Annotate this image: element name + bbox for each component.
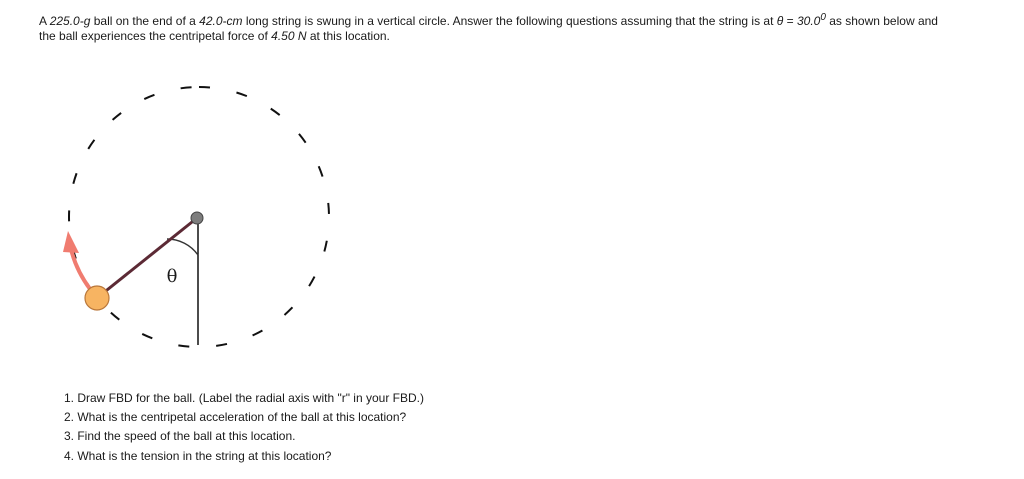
velocity-arrowhead bbox=[63, 231, 79, 253]
problem-text-part: as shown below and bbox=[825, 14, 938, 28]
theta-label: θ bbox=[166, 266, 178, 287]
problem-text-part: at this location. bbox=[306, 29, 390, 43]
mass-value: 225.0-g bbox=[49, 14, 91, 28]
question-item: 1. Draw FBD for the ball. (Label the radial axis with "r" in your FBD.) bbox=[64, 391, 424, 405]
pivot-point bbox=[191, 212, 203, 224]
angle-degree-symbol: 0 bbox=[820, 12, 826, 23]
question-item: 2. What is the centripetal acceleration of the ball at this location? bbox=[64, 410, 407, 425]
question-list bbox=[64, 389, 424, 466]
ball bbox=[85, 286, 109, 310]
angle-arc bbox=[167, 239, 198, 255]
problem-text-part: ball on the end of a bbox=[90, 14, 200, 28]
question-item: 3. Find the speed of the ball at this location. bbox=[64, 429, 296, 444]
problem-text-part: = bbox=[783, 14, 797, 28]
theta-symbol: θ bbox=[776, 14, 784, 28]
problem-text-part: A bbox=[39, 14, 50, 28]
question-item: 4. What is the tension in the string at this location? bbox=[64, 448, 332, 463]
problem-text-part: long string is swung in a vertical circle. Answer the following questions assuming that the string is at bbox=[242, 14, 777, 28]
problem-text-part: the ball experiences the centripetal force of bbox=[39, 29, 272, 43]
string bbox=[97, 218, 197, 298]
velocity-arrow bbox=[71, 249, 90, 289]
force-value: 4.50 N bbox=[271, 29, 307, 43]
length-value: 42.0-cm bbox=[199, 14, 243, 28]
angle-value: 30.0 bbox=[796, 14, 821, 28]
